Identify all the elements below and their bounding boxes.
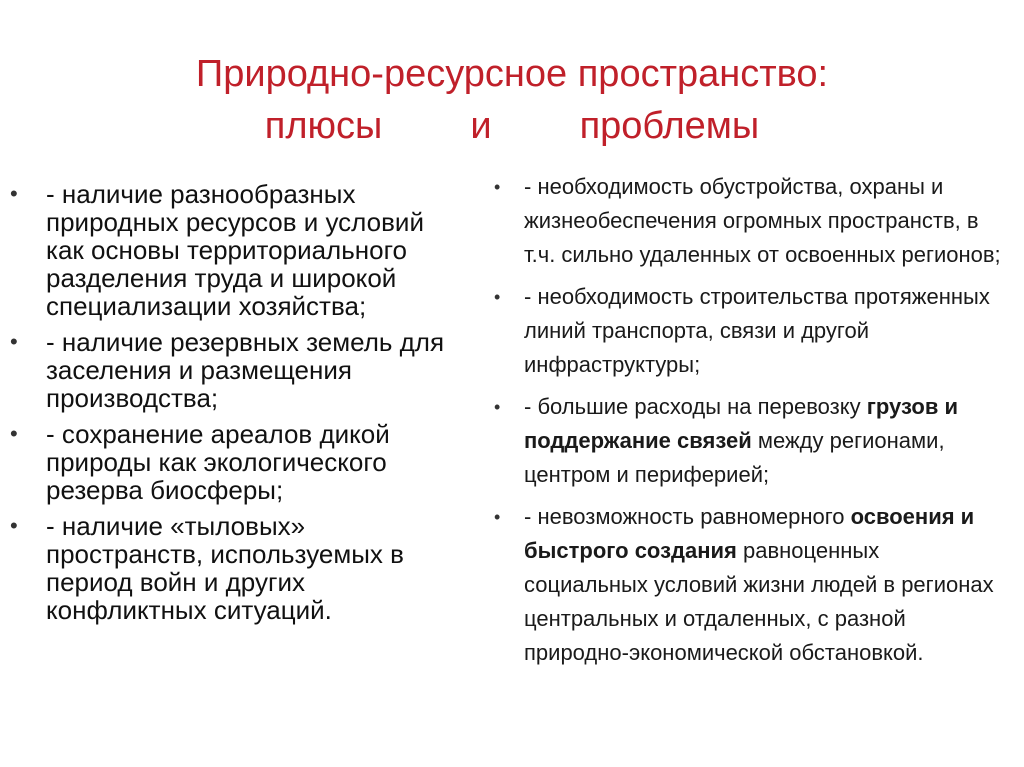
advantage-item-4 xyxy=(10,512,450,624)
problem-item-3 xyxy=(488,390,1008,492)
problem-text-end: равноценных социальных условий жизни людей в регионах центральных и отдаленных, с разной природно-экономической обстановкой. xyxy=(524,538,994,665)
problem-text-end: между регионами, центром и периферией; xyxy=(524,428,945,487)
bullet-icon: • xyxy=(494,177,501,197)
problem-text-start: - невозможность равномерного xyxy=(524,504,851,529)
title-line-2 xyxy=(265,105,759,147)
bullet-icon: • xyxy=(10,421,18,446)
bullet-icon: • xyxy=(10,181,18,206)
bullet-icon: • xyxy=(10,329,18,354)
advantage-item-3 xyxy=(10,420,450,504)
advantage-text: - наличие «тыловых» пространств, используемых в период войн и других конфликтных ситуаций. xyxy=(46,511,404,625)
advantage-text: - наличие разнообразных природных ресурсов и условий как основы территориального разделения труда и широкой специализации хозяйства; xyxy=(46,179,424,321)
problem-item-1 xyxy=(488,170,1008,272)
problem-text-bold: освоения и быстрого создания xyxy=(524,504,975,563)
advantage-item-2 xyxy=(10,328,450,412)
title-word-plusy: плюсы xyxy=(264,105,383,147)
title-word-problemy: проблемы xyxy=(579,105,760,147)
problem-text-bold: грузов и поддержание связей xyxy=(524,394,958,453)
bullet-icon: • xyxy=(494,507,501,527)
problem-item-4 xyxy=(488,500,1008,670)
bullet-icon: • xyxy=(494,287,501,307)
problems-list xyxy=(488,170,1008,678)
advantage-item-1 xyxy=(10,180,450,320)
problem-text: - необходимость строительства протяженных линий транспорта, связи и другой инфраструктуры; xyxy=(524,284,990,377)
advantage-text: - наличие резервных земель для заселения и размещения производства; xyxy=(46,327,445,413)
bullet-icon: • xyxy=(494,397,501,417)
advantage-text: - сохранение ареалов дикой природы как экологического резерва биосферы; xyxy=(46,419,390,505)
advantages-list xyxy=(10,180,450,632)
problem-item-2 xyxy=(488,280,1008,382)
slide-title xyxy=(0,48,1024,152)
bullet-icon: • xyxy=(10,513,18,538)
title-line-1: Природно-ресурсное пространство: xyxy=(195,53,829,95)
problem-text-start: - большие расходы на перевозку xyxy=(524,394,867,419)
problem-text: - необходимость обустройства, охраны и жизнеобеспечения огромных пространств, в т.ч. сильно удаленных от освоенных регионов; xyxy=(524,174,1001,267)
title-word-i: и xyxy=(470,105,492,147)
